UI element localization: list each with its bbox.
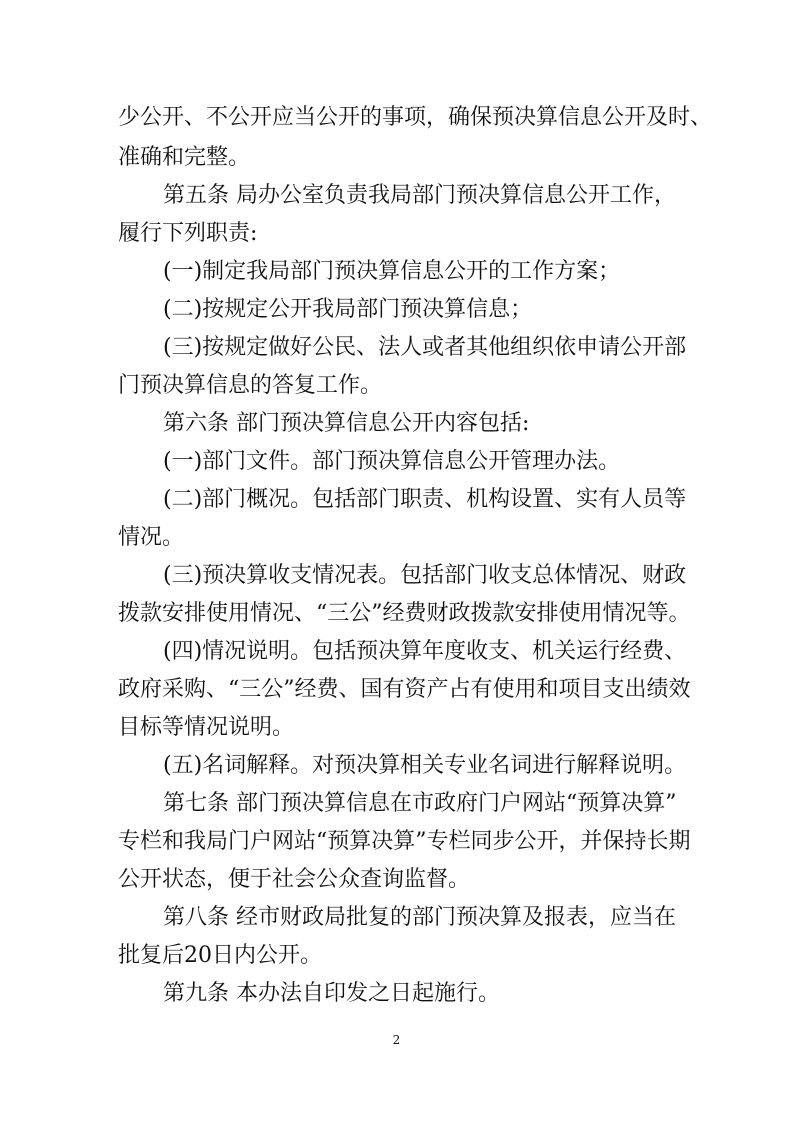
- list-item: (三)预决算收支情况表。包括部门收支总体情况、财政: [163, 563, 687, 588]
- article-5-heading: 第五条 局办公室负责我局部门预决算信息公开工作，: [163, 183, 676, 208]
- text-line: 门预决算信息的答复工作。: [118, 373, 383, 398]
- text-line: 专栏和我局门户网站“预算决算”专栏同步公开，并保持长期: [118, 829, 691, 854]
- article-8-heading: 第八条 经市财政局批复的部门预决算及报表，应当在: [163, 905, 676, 930]
- text-line: 准确和完整。: [118, 145, 251, 170]
- article-6-heading: 第六条 部门预决算信息公开内容包括:: [163, 411, 530, 436]
- text-line: 公开状态，便于社会公众查询监督。: [118, 867, 471, 892]
- text-line: 履行下列职责:: [118, 221, 258, 246]
- text-line: 拨款安排使用情况、“三公”经费财政拨款安排使用情况等。: [118, 601, 691, 626]
- list-item: (一)部门文件。部门预决算信息公开管理办法。: [163, 449, 621, 474]
- text-line: 目标等情况说明。: [118, 715, 295, 740]
- text-line: 批复后20日内公开。: [118, 943, 322, 968]
- text-line: 情况。: [118, 525, 185, 550]
- list-item: (五)名词解释。对预决算相关专业名词进行解释说明。: [163, 753, 687, 778]
- page-number: 2: [392, 1033, 401, 1047]
- list-item: (一)制定我局部门预决算信息公开的工作方案；: [163, 259, 621, 284]
- text-line: 政府采购、“三公”经费、国有资产占有使用和项目支出绩效: [118, 677, 691, 702]
- list-item: (二)按规定公开我局部门预决算信息；: [163, 297, 533, 322]
- article-7-heading: 第七条 部门预决算信息在市政府门户网站“预算决算”: [163, 791, 677, 816]
- list-item: (三)按规定做好公民、法人或者其他组织依申请公开部: [163, 335, 687, 360]
- text-line: 少公开、不公开应当公开的事项，确保预决算信息公开及时、: [118, 105, 713, 130]
- list-item: (四)情况说明。包括预决算年度收支、机关运行经费、: [163, 639, 687, 664]
- list-item: (二)部门概况。包括部门职责、机构设置、实有人员等: [163, 487, 687, 512]
- article-9-heading: 第九条 本办法自印发之日起施行。: [163, 981, 500, 1006]
